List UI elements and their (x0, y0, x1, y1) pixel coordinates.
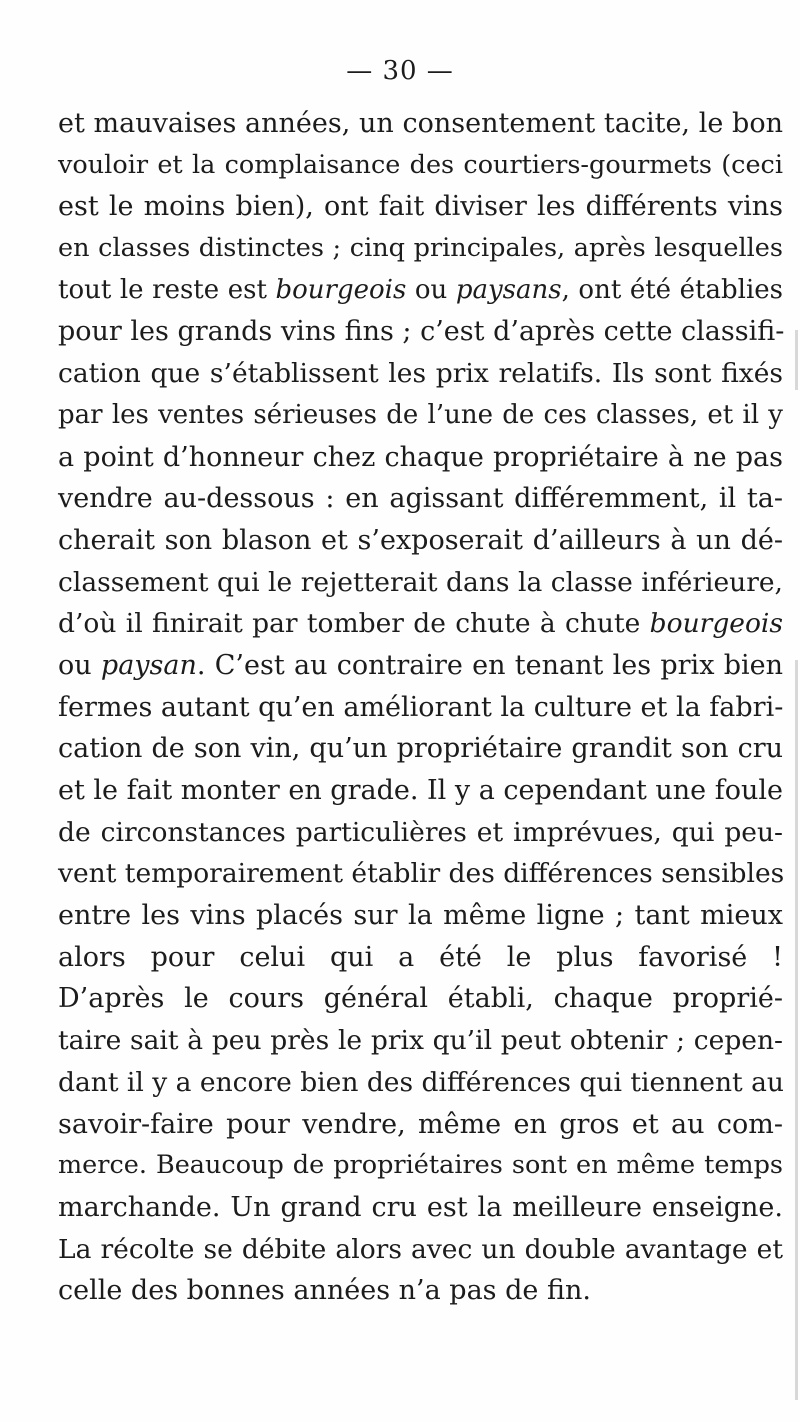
text-line (58, 728, 783, 770)
text-segment: D’après le cours général établi, chaque proprié- (58, 983, 783, 1015)
text-segment: taire sait à peu près le prix qu’il peut obtenir ; cepen- (58, 1025, 783, 1057)
text-segment: entre les vins placés sur la même ligne ; tant mieux (58, 900, 783, 932)
text-segment: ou (58, 649, 101, 681)
text-line (58, 1062, 783, 1104)
text-line (58, 395, 783, 437)
text-segment: par les ventes sérieuses de l’une de ces classes, et il y (58, 399, 783, 430)
text-segment: pour les grands vins fins ; c’est d’après cette classifi- (58, 316, 785, 348)
text-segment: ou (406, 274, 456, 305)
text-segment: vendre au-dessous : en agissant différemment, il ta- (58, 483, 783, 515)
text-segment: . C’est au contraire en tenant les prix bien (196, 649, 783, 681)
text-line (58, 1145, 783, 1187)
text-line (58, 1020, 783, 1062)
text-segment: d’où il finirait par tomber de chute à chute (58, 608, 650, 640)
page-edge-shadow (795, 330, 798, 390)
text-segment: cherait son blason et s’exposerait d’ailleurs à un dé- (58, 524, 783, 556)
italic-term: paysan (100, 649, 197, 681)
text-segment: savoir-faire pour vendre, même en gros et au com- (58, 1108, 783, 1140)
text-line (58, 1270, 783, 1312)
text-line (58, 311, 783, 353)
page-number: — 30 — (346, 56, 454, 86)
text-segment: vent temporairement établir des différences sensibles (58, 858, 785, 890)
text-line (58, 895, 783, 937)
text-line (58, 1187, 783, 1229)
text-line (58, 812, 783, 854)
text-segment: cation de son vin, qu’un propriétaire grandit son cru (58, 733, 783, 765)
text-segment: en classes distinctes ; cinq principales, après lesquelles (58, 233, 783, 264)
text-line (58, 228, 783, 270)
text-segment: celle des bonnes années n’a pas de fin. (58, 1275, 591, 1307)
text-line (58, 103, 783, 145)
text-line (58, 353, 783, 395)
text-line (58, 145, 783, 187)
text-line (58, 270, 783, 312)
text-segment: alors pour celui qui a été le plus favorisé ! (58, 941, 783, 973)
text-segment: , ont été établies (561, 274, 783, 305)
text-segment: vouloir et la complaisance des courtiers-gourmets (ceci (58, 149, 783, 180)
text-segment: de circonstances particulières et imprévues, qui peu- (58, 816, 783, 848)
text-line (58, 770, 783, 812)
italic-term: bourgeois (275, 274, 407, 305)
text-line (58, 1104, 783, 1146)
text-line (58, 978, 783, 1020)
text-segment: dant il y a encore bien des différences qui tiennent au (58, 1066, 784, 1098)
text-segment: et le fait monter en grade. Il y a cependant une foule (58, 775, 783, 806)
italic-term: paysans (455, 274, 562, 305)
text-line (58, 520, 783, 562)
text-segment: classement qui le rejetterait dans la classe inférieure, (58, 566, 783, 598)
text-line (58, 687, 783, 729)
text-line (58, 603, 783, 645)
text-line (58, 937, 783, 979)
body-text (58, 103, 783, 1312)
text-segment: cation que s’établissent les prix relatifs. Ils sont fixés (58, 358, 783, 390)
text-line (58, 437, 783, 479)
text-segment: merce. Beaucoup de propriétaires sont en même temps (58, 1150, 783, 1181)
text-segment: et mauvaises années, un consentement tacite, le bon (58, 108, 783, 139)
text-segment: marchande. Un grand cru est la meilleure enseigne. (58, 1191, 783, 1223)
text-line (58, 1229, 783, 1271)
italic-term: bourgeois (649, 608, 783, 640)
text-segment: tout le reste est (58, 274, 276, 305)
text-segment: La récolte se débite alors avec un double avantage et (58, 1233, 783, 1265)
text-segment: fermes autant qu’en améliorant la culture et la fabri- (58, 691, 784, 723)
text-line (58, 562, 783, 604)
text-segment: a point d’honneur chez chaque propriétaire à ne pas (58, 441, 783, 473)
text-line (58, 186, 783, 228)
text-segment: est le moins bien), ont fait diviser les différents vins (58, 191, 783, 223)
text-line (58, 478, 783, 520)
text-line (58, 853, 783, 895)
page-edge-shadow (795, 660, 798, 1400)
text-line (58, 645, 783, 687)
